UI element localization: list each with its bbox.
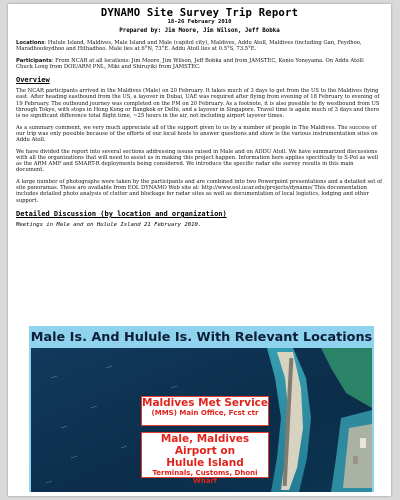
participants-label: Participants [16,57,52,64]
locations-label: Locations [16,40,45,46]
overview-paragraph-2: As a summary comment, we very much appreciate all of the support given to us by a number of people in The Maldives. The success of our trip was only possible because of the efforts of our local hosts to answer questions and show is the various instrumentation sites on Addu Atoll. [16,124,378,144]
map-slide [29,326,374,492]
satellite-map [31,348,372,492]
overview-paragraph-1: The NCAR participants arrived in the Maldives (Male) on 20 February. It takes much of 3 days to get from the US to the Maldives flying east. After heading eastbound from the US, a layover in Dubai, UAE was required after flying from evening of 18 February to evening of 19 February. The outbound journey was completed on the PM on 20 February. As a footnote, it is also possible to fly westbound from US through Tokyo, with stops in Hong Kong or Bangkok or Delhi, and a layover in Singapore. Travel time is again much of 3 days and there is no significant difference total flight time, ~25 hours in the air, not including airport layover times. [16,88,380,120]
participants-paragraph [16,58,383,71]
prepared-by: Prepared by: Jim Moore, Jim Wilson, Jeff Bobka [119,28,280,34]
mms-callout [141,396,269,426]
airport-callout-sub: Terminals, Customs, Dhoni Wharf [152,469,258,486]
locations-text: : Hulule Island, Maldives, Male Island and Male (capitol city), Maldives, Addu Atoll, Maldives (including Gan, Feydhoo, Maradhoofeydhoo and Hithadhoo. Male lies at 6°N, 73°E. Addu Atoll lies at 0.5°S, 73.5°E. [16,40,362,53]
detailed-discussion-heading: Detailed Discussion (by location and organization) [16,209,227,218]
overview-paragraph-4: A large number of photographs were taken by the participants and are combined into two Powerpoint presentations and a detailed set of site panoramas. These are available from EOL DYNAMO Web site at: http://www.eol.ucar.edu/projects/dynamo/ This documentation includes detailed photo analysis of clutter and blockage for radar sites as well as documentation of local logistics, lodging and other support. [16,178,383,204]
slide-title: Male Is. And Hulule Is. With Relevant Locations [30,330,373,345]
report-title: DYNAMO Site Survey Trip Report [100,7,299,19]
report-header [8,7,391,34]
participants-text: : From NCAR at all locations: Jim Moore, Jim Wilson, Jeff Bobka and from JAMSTEC, Konio Yoneyama. On Addu Atoll: Chuck Long from DOE/ARM PNL, Miki and Shiruyiki from JAMSTEC. [16,57,365,70]
report-dates: 18-26 February 2010 [167,19,232,25]
locations-paragraph [16,40,383,53]
mms-callout-title: Maldives Met Service [142,397,269,409]
meetings-subheading: Meetings in Male and on Hulule Island 21 February 2010. [16,221,202,228]
mms-callout-sub: (MMS) Main Office, Fcst ctr [151,409,259,418]
airport-callout-title: Male, Maldives Airport on [160,433,250,458]
overview-paragraph-3: We have divided the report into several sections addressing issues raised in Male and on ADDU Atoll. We have summarized discussions with all the organizations that will need to assist us in making this project happen. Information here applies specifically to S-Pol as well as the ARM AMF and SMART-R deployments being considered. We introduce the specific radar site survey results in this main document. [16,148,379,174]
airport-callout-title-2: Hulule Island [166,457,244,470]
overview-heading: Overview [16,76,50,85]
airport-callout [141,432,269,486]
